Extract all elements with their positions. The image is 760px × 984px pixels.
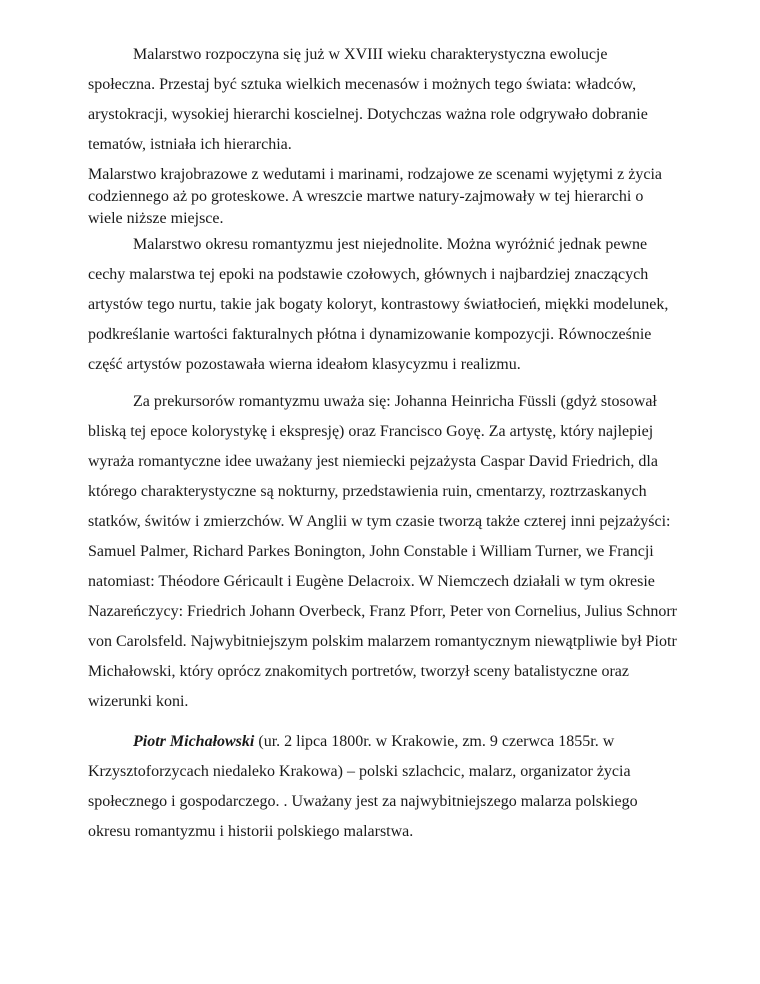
paragraph-3: Malarstwo okresu romantyzmu jest niejednolite. Można wyróżnić jednak pewne cechy malarstwa tej epoki na podstawie czołowych, głównych i najbardziej znaczących artystów tego nurtu, takie jak bogaty koloryt, kontrastowy światłocień, miękki modelunek, podkreślanie wartości fakturalnych płótna i dynamizowanie kompozycji. Równocześnie część artystów pozostawała wierna ideałom klasycyzmu i realizmu. — [88, 236, 669, 373]
document-page — [88, 40, 678, 847]
paragraph-5 — [88, 727, 678, 847]
paragraph-5-text: (ur. 2 lipca 1800r. w Krakowie, zm. 9 czerwca 1855r. w Krzysztoforzycach niedaleko Krakowa) – polski szlachcic, malarz, organizator życia społecznego i gospodarczego. . Uważany jest za najwybitniejszego malarza polskiego okresu romantyzmu i historii polskiego malarstwa. — [88, 733, 638, 840]
paragraph-2: Malarstwo krajobrazowe z wedutami i marinami, rodzajowe ze scenami wyjętymi z życia codziennego aż po groteskowe. A wreszcie martwe natury-zajmowały w tej hierarchi o wiele niższe miejsce. — [88, 166, 662, 227]
paragraph-4: Za prekursorów romantyzmu uważa się: Johanna Heinricha Füssli (gdyż stosował bliską tej epoce kolorystykę i ekspresję) oraz Francisco Goyę. Za artystę, który najlepiej wyraża romantyczne idee uważany jest niemiecki pejzażysta Caspar David Friedrich, dla którego charakterystyczne są nokturny, przedstawienia ruin, cmentarzy, roztrzaskanych statków, świtów i zmierzchów. W Anglii w tym czasie tworzą także czterej inni pejzażyści: Samuel Palmer, Richard Parkes Bonington, John Constable i William Turner, we Francji natomiast: Théodore Géricault i Eugène Delacroix. W Niemczech działali w tym okresie Nazareńczycy: Friedrich Johann Overbeck, Franz Pforr, Peter von Cornelius, Julius Schnorr von Carolsfeld. Najwybitniejszym polskim malarzem romantycznym niewątpliwie był Piotr Michałowski, który oprócz znakomitych portretów, tworzył sceny batalistyczne oraz wizerunki koni. — [88, 393, 677, 710]
paragraph-1: Malarstwo rozpoczyna się już w XVIII wieku charakterystyczna ewolucje społeczna. Przestaj być sztuka wielkich mecenasów i możnych tego świata: władców, arystokracji, wysokiej hierarchi koscielnej. Dotychczas ważna role odgrywało dobranie tematów, istniała ich hierarchia. — [88, 46, 648, 153]
person-name: Piotr Michałowski — [133, 733, 255, 750]
